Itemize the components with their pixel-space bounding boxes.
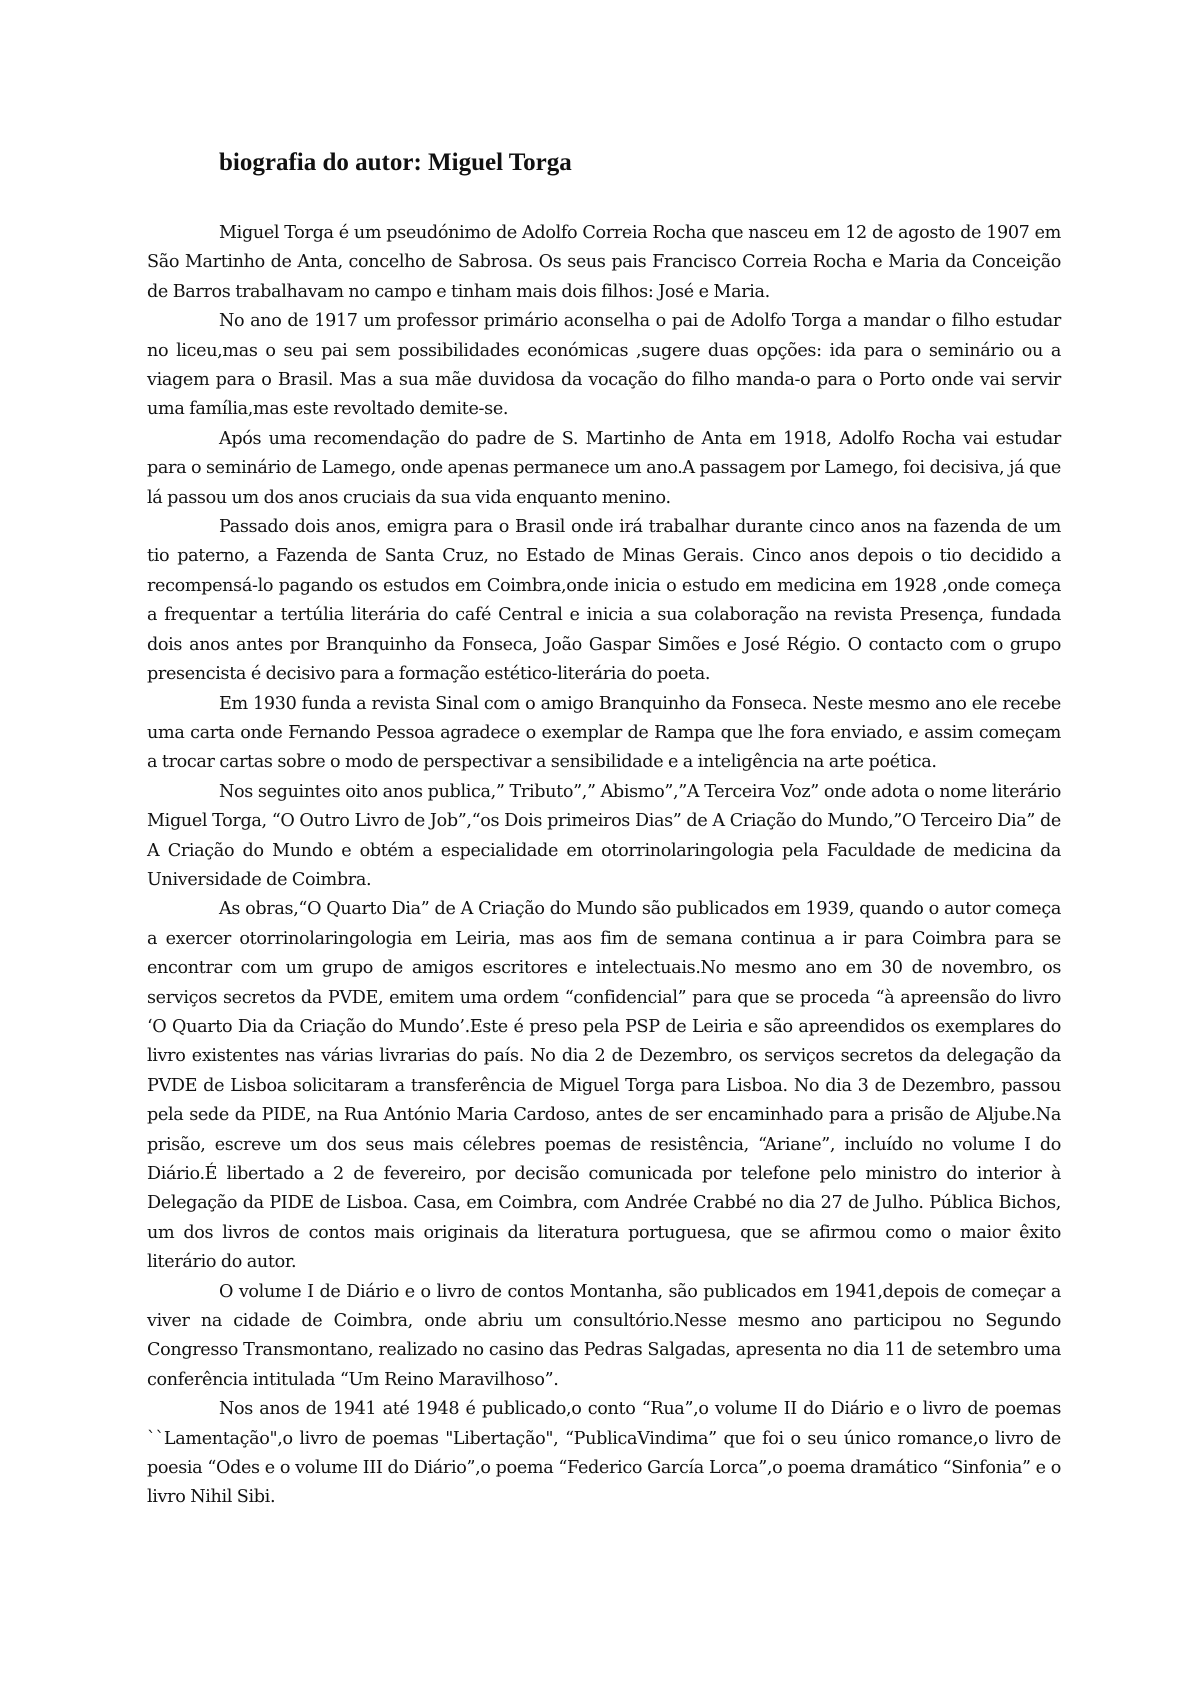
paragraph-1: Miguel Torga é um pseudónimo de Adolfo Correia Rocha que nasceu em 12 de agosto de 1907 em São Martinho de Anta, concelho de Sabrosa. Os seus pais Francisco Correia Rocha e Maria da Conceição de Barros trabalhavam no campo e tinham mais dois filhos: José e Maria.	[147, 223, 1061, 302]
paragraph-8: O volume I de Diário e o livro de contos Montanha, são publicados em 1941,depois de começar a viver na cidade de Coimbra, onde abriu um consultório.Nesse mesmo ano participou no Segundo Congresso Transmontano, realizado no casino das Pedras Salgadas, apresenta no dia 11 de setembro uma conferência intitulada “Um Reino Maravilhoso”.	[147, 1281, 1061, 1390]
paragraph-4: Passado dois anos, emigra para o Brasil onde irá trabalhar durante cinco anos na fazenda de um tio paterno, a Fazenda de Santa Cruz, no Estado de Minas Gerais. Cinco anos depois o tio decidido a recompensá-lo pagando os estudos em Coimbra,onde inicia o estudo em medicina em 1928 ,onde começa a frequentar a tertúlia literária do café Central e inicia a sua colaboração na revista Presença, fundada dois anos antes por Branquinho da Fonseca, João Gaspar Simões e José Régio. O contacto com o grupo presencista é decisivo para a formação estético-literária do poeta.	[147, 517, 1061, 685]
paragraph-5: Em 1930 funda a revista Sinal com o amigo Branquinho da Fonseca. Neste mesmo ano ele recebe uma carta onde Fernando Pessoa agradece o exemplar de Rampa que lhe fora enviado, e assim começam a trocar cartas sobre o modo de perspectivar a sensibilidade e a inteligência na arte poética.	[147, 693, 1061, 773]
paragraph-7: As obras,“O Quarto Dia” de A Criação do Mundo são publicados em 1939, quando o autor começa a exercer otorrinolaringologia em Leiria, mas aos fim de semana continua a ir para Coimbra para se encontrar com um grupo de amigos escritores e intelectuais.No mesmo ano em 30 de novembro, os serviços secretos da PVDE, emitem uma ordem “confidencial” para que se proceda “à apreensão do livro ‘O Quarto Dia da Criação do Mundo’.Este é preso pela PSP de Leiria e são apreendidos os exemplares do livro existentes nas várias livrarias do país. No dia 2 de Dezembro, os serviços secretos da delegação da PVDE de Lisboa solicitaram a transferência de Miguel Torga para Lisboa. No dia 3 de Dezembro, passou pela sede da PIDE, na Rua António Maria Cardoso, antes de ser encaminhado para a prisão de Aljube.Na prisão, escreve um dos seus mais célebres poemas de resistência, “Ariane”, incluído no volume I do Diário.É libertado a 2 de fevereiro, por decisão comunicada por telefone pelo ministro do interior à Delegação da PIDE de Lisboa. Casa, em Coimbra, com Andrée Crabbé no dia 27 de Julho. Pública Bichos, um dos livros de contos mais originais da literatura portuguesa, que se afirmou como o maior êxito literário do autor.	[147, 899, 1061, 1273]
paragraph-9: Nos anos de 1941 até 1948 é publicado,o conto “Rua”,o volume II do Diário e o livro de poemas ``Lamentação",o livro de poemas "Libertação", “PublicaVindima” que foi o seu único romance,o livro de poesia “Odes e o volume III do Diário”,o poema “Federico García Lorca”,o poema dramático “Sinfonia” e o livro Nihil Sibi.	[147, 1399, 1061, 1508]
document-title: biografia do autor: Miguel Torga	[219, 149, 572, 176]
paragraph-3: Após uma recomendação do padre de S. Martinho de Anta em 1918, Adolfo Rocha vai estudar para o seminário de Lamego, onde apenas permanece um ano.A passagem por Lamego, foi decisiva, já que lá passou um dos anos cruciais da sua vida enquanto menino.	[147, 428, 1061, 508]
paragraph-2: No ano de 1917 um professor primário aconselha o pai de Adolfo Torga a mandar o filho estudar no liceu,mas o seu pai sem possibilidades económicas ,sugere duas opções: ida para o seminário ou a viagem para o Brasil. Mas a sua mãe duvidosa da vocação do filho manda-o para o Porto onde vai servir uma família,mas este revoltado demite-se.	[147, 311, 1061, 420]
document-body	[147, 145, 1061, 1513]
paragraph-6: Nos seguintes oito anos publica,” Tributo”,” Abismo”,”A Terceira Voz” onde adota o nome literário Miguel Torga, “O Outro Livro de Job”,“os Dois primeiros Dias” de A Criação do Mundo,”O Terceiro Dia” de A Criação do Mundo e obtém a especialidade em otorrinolaringologia pela Faculdade de medicina da Universidade de Coimbra.	[147, 781, 1061, 890]
